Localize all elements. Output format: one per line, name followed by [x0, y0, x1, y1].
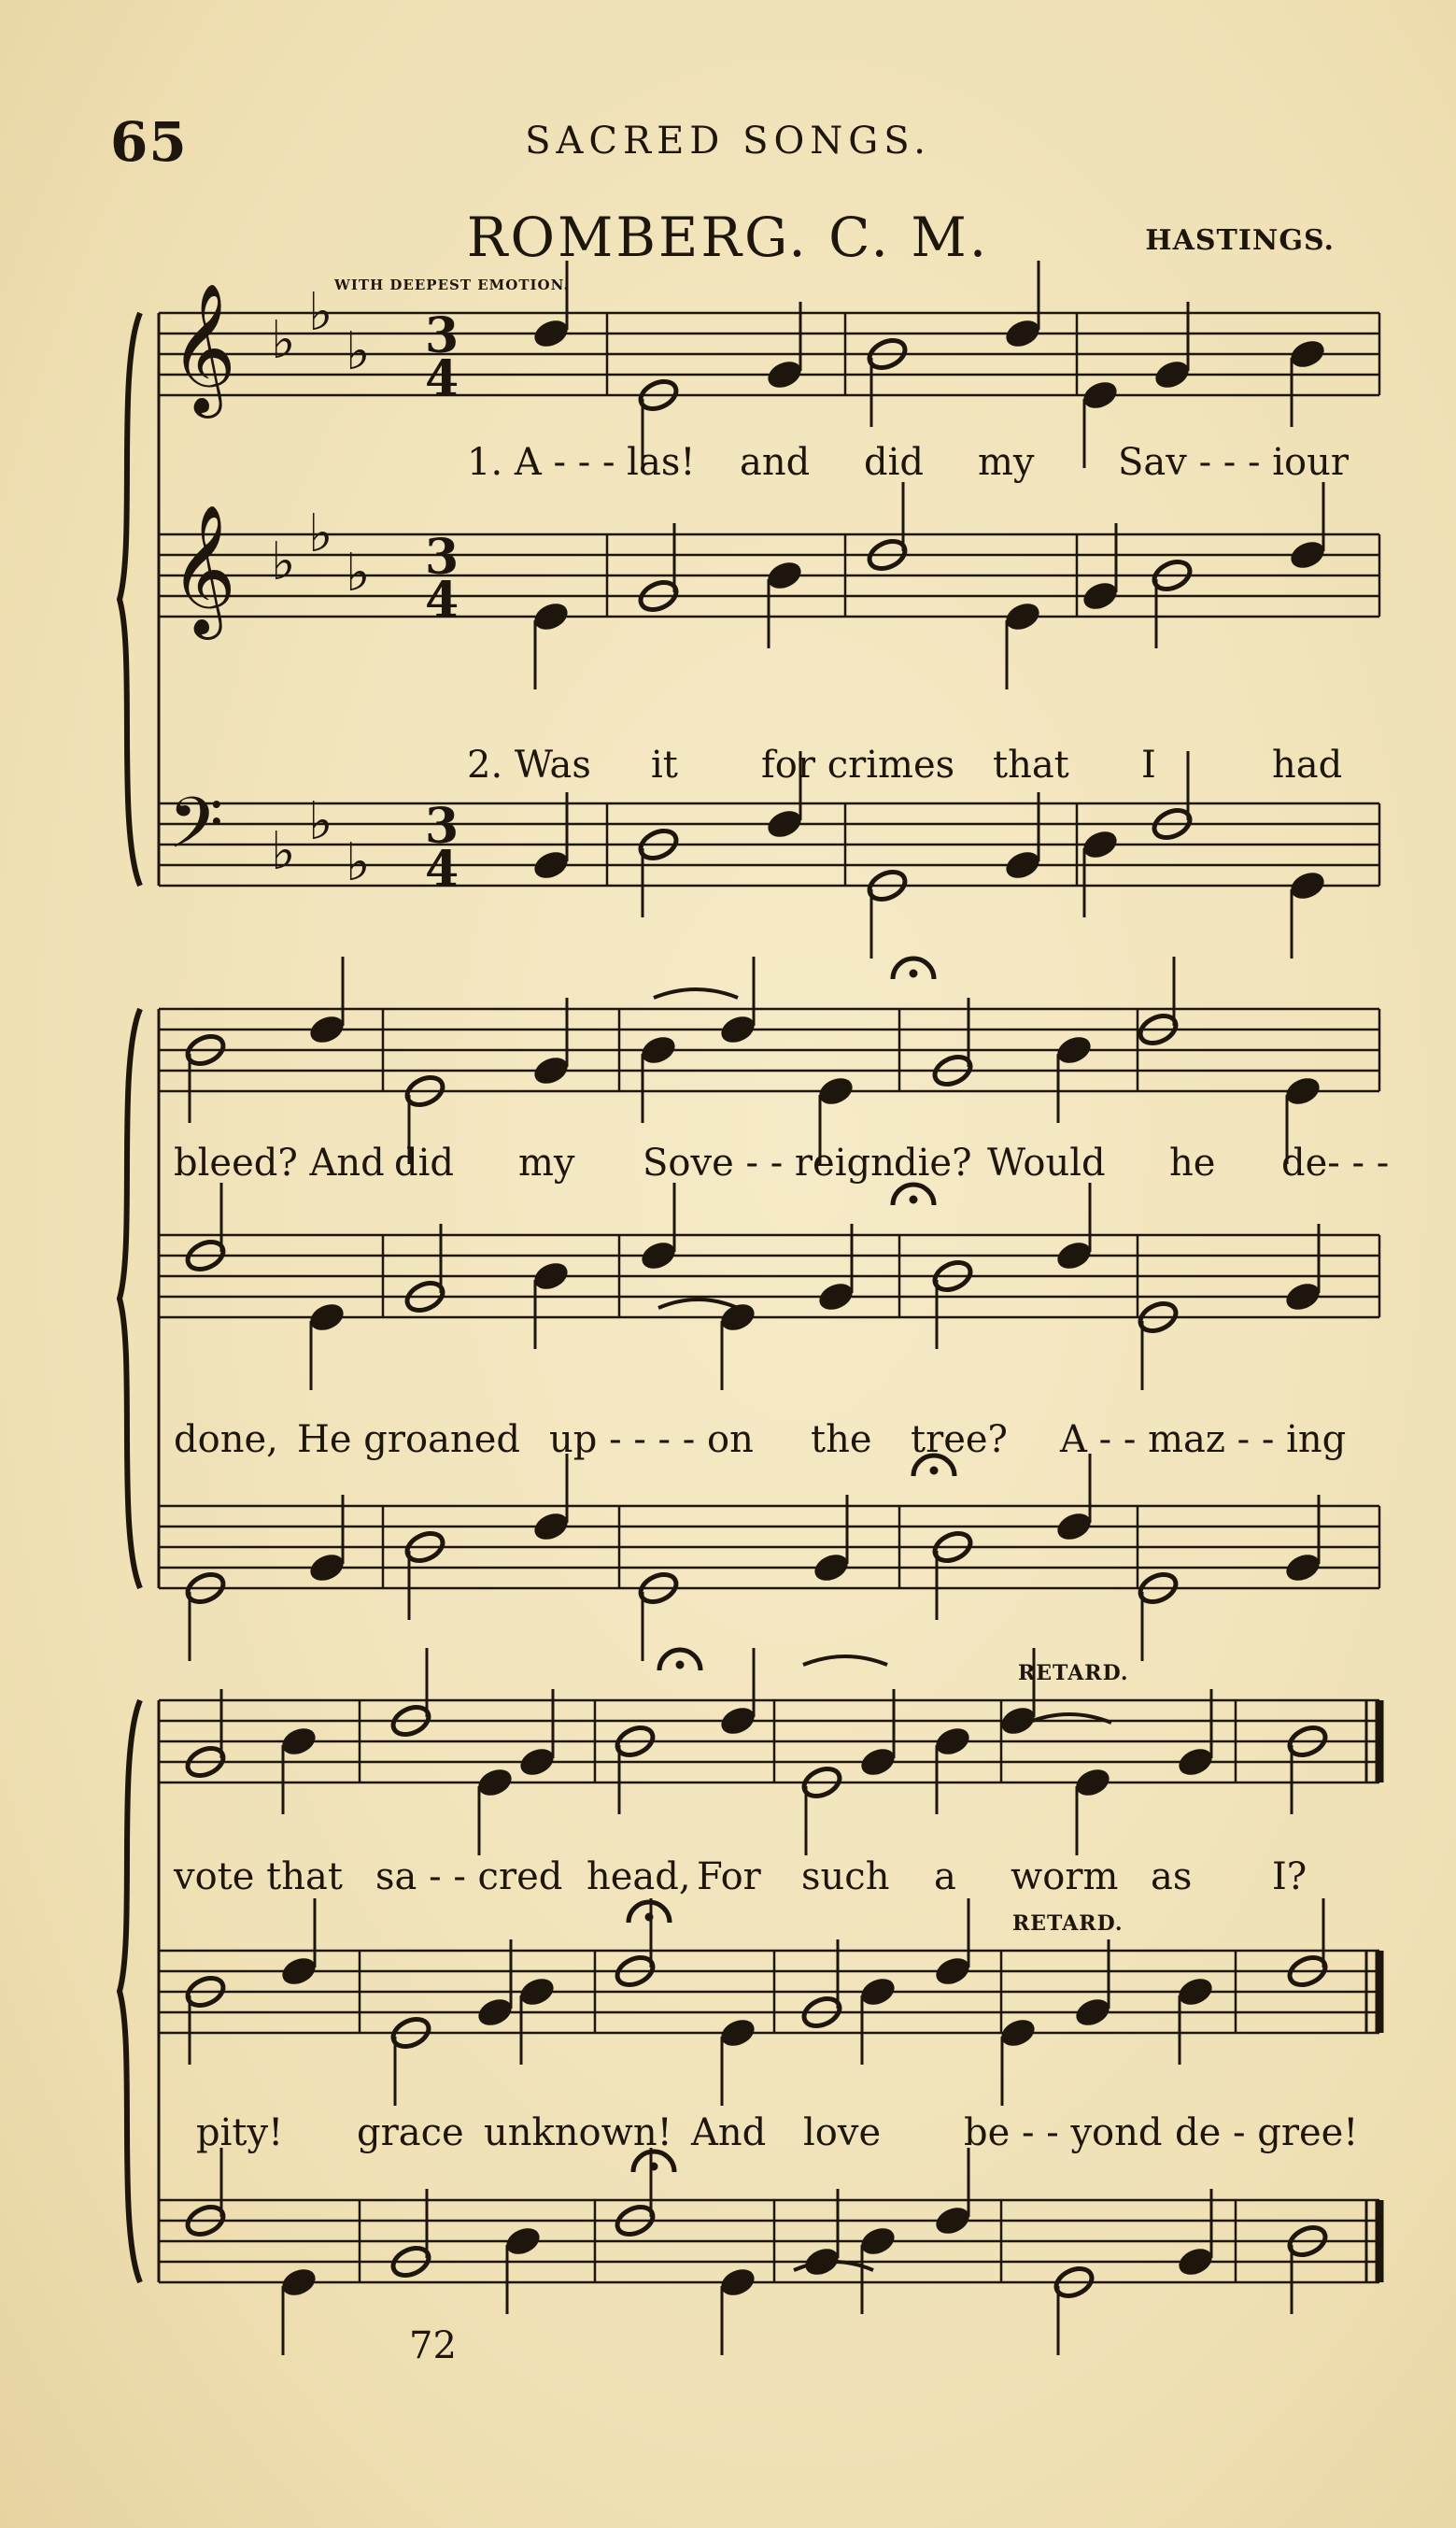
lyric-syllable: I?	[1272, 1855, 1308, 1898]
lyric-syllable: the	[811, 1418, 872, 1461]
svg-text:𝄞: 𝄞	[170, 283, 236, 413]
svg-text:𝄢: 𝄢	[168, 782, 224, 882]
lyric-syllable: for crimes	[761, 744, 955, 787]
lyric-syllable: bleed? And	[174, 1142, 385, 1185]
lyric-syllable: that	[993, 744, 1069, 787]
svg-text:♭: ♭	[308, 791, 333, 852]
lyric-syllable: he	[1169, 1142, 1216, 1185]
lyric-syllable: worm	[1011, 1855, 1119, 1898]
lyric-syllable: de - gree!	[1175, 2111, 1359, 2154]
retard-marking-lower: RETARD.	[1012, 1911, 1124, 1936]
lyric-syllable: such	[801, 1855, 890, 1898]
lyric-syllable: had	[1272, 744, 1343, 787]
svg-text:3: 3	[425, 307, 459, 364]
lyric-syllable: Sove - - reign	[643, 1142, 895, 1185]
lyric-syllable: sa - - cred	[375, 1855, 563, 1898]
lyric-syllable: as	[1151, 1855, 1193, 1898]
lyric-syllable: be - - yond	[964, 2111, 1163, 2154]
footer-page-number: 72	[409, 2324, 457, 2367]
composer-name: HASTINGS.	[1145, 224, 1335, 257]
svg-text:♭: ♭	[346, 321, 371, 382]
svg-text:♭: ♭	[271, 310, 296, 371]
lyric-syllable: my	[518, 1142, 575, 1185]
svg-text:𝄞: 𝄞	[170, 504, 236, 634]
svg-text:♭: ♭	[308, 282, 333, 343]
lyric-syllable: Sav - - - iour	[1118, 441, 1350, 484]
lyric-syllable: And	[691, 2111, 767, 2154]
svg-text:3: 3	[425, 798, 459, 855]
lyric-syllable: die?	[894, 1142, 972, 1185]
lyric-syllable: tree?	[911, 1418, 1008, 1461]
svg-text:♭: ♭	[271, 532, 296, 592]
lyric-syllable: love	[803, 2111, 882, 2154]
svg-text:♭: ♭	[308, 504, 333, 564]
lyric-syllable: A - - maz - - ing	[1060, 1418, 1347, 1461]
lyric-syllable: a	[934, 1855, 956, 1898]
retard-marking-upper: RETARD.	[1018, 1661, 1129, 1685]
lyric-syllable: pity!	[196, 2111, 284, 2154]
svg-text:♭: ♭	[271, 821, 296, 882]
lyric-syllable: done,	[174, 1418, 278, 1461]
lyric-syllable: did	[864, 441, 925, 484]
page-number: 65	[110, 110, 188, 174]
lyric-syllable: I	[1141, 744, 1156, 787]
lyric-syllable: 1. A - - - las!	[467, 441, 696, 484]
lyric-syllable: He groaned	[297, 1418, 520, 1461]
lyric-syllable: my	[978, 441, 1035, 484]
svg-text:♭: ♭	[346, 832, 371, 893]
lyric-syllable: For	[697, 1855, 761, 1898]
svg-text:4: 4	[425, 841, 459, 898]
lyric-syllable: Would	[987, 1142, 1106, 1185]
svg-text:4: 4	[425, 350, 459, 407]
lyric-syllable: head,	[587, 1855, 691, 1898]
tempo-direction: WITH DEEPEST EMOTION.	[334, 277, 570, 293]
lyric-syllable: unknown!	[484, 2111, 672, 2154]
running-head: SACRED SONGS.	[525, 120, 931, 163]
lyric-syllable: did	[394, 1142, 455, 1185]
svg-text:3: 3	[425, 529, 459, 586]
lyric-syllable: it	[651, 744, 678, 787]
svg-text:♭: ♭	[346, 543, 371, 604]
lyric-syllable: 2. Was	[467, 744, 591, 787]
lyric-syllable: and	[740, 441, 811, 484]
svg-text:4: 4	[425, 572, 459, 629]
hymn-title: ROMBERG. C. M.	[466, 206, 990, 269]
lyric-syllable: up - - - - on	[549, 1418, 754, 1461]
lyric-syllable: grace	[357, 2111, 464, 2154]
lyric-syllable: vote that	[174, 1855, 343, 1898]
lyric-syllable: de- - -	[1281, 1142, 1390, 1185]
